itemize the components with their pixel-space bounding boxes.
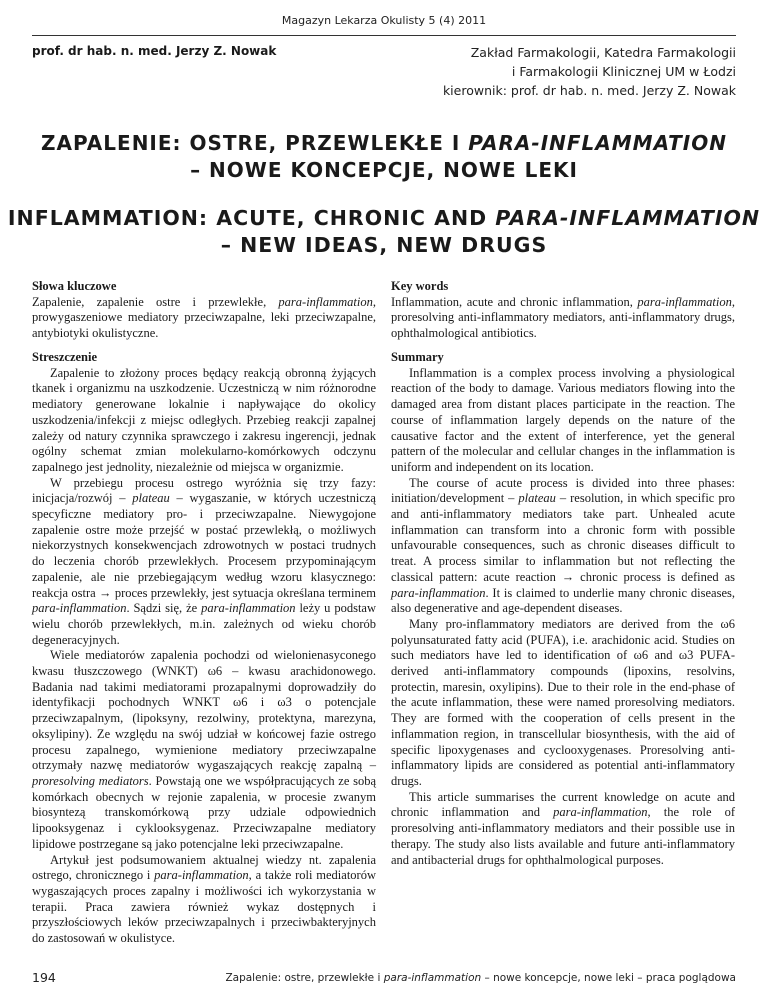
abstract-english [391,350,735,868]
keywords-english [391,279,735,342]
abstract-english-paragraph-4: This article summarises the current knowledge on acute and chronic inflammation and para-inflammation, the role of proresolving anti-inflammatory mediators and their possible use in therapy. The study also lists available and future anti-inflammatory and antibacterial drugs for ophthalmological purposes. [391,789,735,867]
affiliation-line-2: i Farmakologii Klinicznej UM w Łodzi [511,64,736,79]
abstract-polish-paragraph-1: Zapalenie to złożony proces będący reakcją obronną żyjących tkanek i organizmu na uszkodzenie. Uczestniczą w nim różnorodne mediatory generowane lokalnie i napływające do okolicy uszkodzenia/infekcji z miejsc odległych. Przebieg reakcji zapalnej zależy od natury czynnika sprawczego i zakresu ingerencji, jednak ogólny schemat zmian molekularno-komórkowych odczynu zapalnego jest jednolity, niezależnie od miejsca w organizmie. [32,365,376,474]
author-name: prof. dr hab. n. med. Jerzy Z. Nowak [32,44,277,58]
title-english [0,205,768,259]
keywords-english-heading: Key words [391,279,449,293]
title-english-line-2: – NEW IDEAS, NEW DRUGS [220,233,548,257]
affiliation-line-3: kierownik: prof. dr hab. n. med. Jerzy Z. Nowak [442,83,736,98]
keywords-english-text: Inflammation, acute and chronic inflammation, para-inflammation, proresolving anti-inflammatory mediators, anti-inflammatory drugs, ophthalmological antibiotics. [391,294,735,341]
affiliation-line-1: Zakład Farmakologii, Katedra Farmakologii [470,45,736,60]
page-number: 194 [32,970,56,985]
journal-header: Magazyn Lekarza Okulisty 5 (4) 2011 [281,14,487,27]
header-rule [32,35,736,36]
abstract-english-paragraph-2: The course of acute process is divided into three phases: initiation/development – plateau – resolution, in which specific pro and anti-inflammatory mediators take part. Unhealed acute inflammation can transform into a chronic form with possible unfavourable consequences, such as chronic diseases difficult to treat. A process similar to inflammation but not reflecting the classical pattern: acute reaction → chronic process is defined as para-inflammation. It is claimed to underlie many chronic diseases, also degenerative and age-dependent diseases. [391,475,736,616]
keywords-polish [32,279,376,342]
abstract-polish-paragraph-4: Artykuł jest podsumowaniem aktualnej wiedzy nt. zapalenia ostrego, chronicznego i para-inflammation, a także roli mediatorów wygaszających proces zapalny i możliwości ich wykorzystania w terapii. Praca zawiera również wykaz dostępnych i przyszłościowych leków przeciwzapalnych i przeciwbakteryjnych do zastosowań w okulistyce. [32,852,376,946]
abstract-english-heading: Summary [391,350,444,364]
abstract-english-paragraph-1: Inflammation is a complex process involving a physiological reaction of the body to damage. Various mediators flowing into the damaged area from distant places participate in the reaction. The course of inflammation largely depends on the nature of the causative factor and the extent of interference, yet the general pattern of the molecular and cellular changes in the inflammation is uniform and independent on its location. [391,365,735,474]
title-polish-line-2: – NOWE KONCEPCJE, NOWE LEKI [190,158,578,182]
keywords-polish-heading: Słowa kluczowe [32,279,117,293]
title-polish-line-1: ZAPALENIE: OSTRE, PRZEWLEKŁE I PARA-INFLAMMATION [41,131,727,155]
abstract-polish-paragraph-3: Wiele mediatorów zapalenia pochodzi od wielonienasyconego kwasu tłuszczowego (WNKT) ω6 – kwasu arachidonowego. Badania nad takimi mediatorami prozapalnymi doprowadziły do identyfikacji pochodnych WNKT ω6 i ω3 o potencjale przeciwzapalnym, (lipoksyny, rezolwiny, protektyna, marezyna, oksylipiny). Ze względu na swój udział w końcowej fazie ostrego procesu zapalnego, wymienione mediatory przeciwzapalne otrzymały nazwę mediatorów wygaszających reakcję zapalną – proresolving mediators. Powstają one we współpracujących ze sobą komórkach obecnych w rejonie zapalenia, w procesie zwanym biosyntezą transkomórkową przy udziale odpowiednich lipooksygenaz i cyklooksygenaz. Przeciwzapalne mediatory lipidowe postrzegane są jako potencjalne leki przeciwzapalne. [32,648,376,851]
title-polish [0,130,768,184]
running-footer-title: Zapalenie: ostre, przewlekłe i para-inflammation – nowe koncepcje, nowe leki – praca poglądowa [225,972,736,984]
abstract-polish [32,350,376,947]
affiliation [443,43,736,100]
title-english-line-1: INFLAMMATION: ACUTE, CHRONIC AND PARA-INFLAMMATION [7,206,761,230]
abstract-english-paragraph-3: Many pro-inflammatory mediators are derived from the ω6 polyunsaturated fatty acid (PUFA), i.e. arachidonic acid. Studies on such mediators have led to identification of ω6 and ω3 PUFA-derived anti-inflammatory compounds (lipoxins, resolvins, protectin, maresin, oxylipins). Due to their role in the end-phase of the acute inflammation, these were named proresolving mediators. They are formed with the cooperation of cells present in the inflammation region, in transcellular biosynthesis, with the aid of specific lipoxygenases and cyclooxygenases. Proresolving anti-inflammatory lipids are considered as potential anti-inflammatory drugs. [391,616,735,788]
keywords-polish-text: Zapalenie, zapalenie ostre i przewlekłe, para-inflammation, prowygaszeniowe mediatory przeciwzapalne, leki przeciwzapalne, antybiotyki okulistyczne. [32,294,376,341]
abstract-polish-heading: Streszczenie [32,350,98,364]
abstract-polish-paragraph-2: W przebiegu procesu ostrego wyróżnia się trzy fazy: inicjacja/rozwój – plateau – wygaszanie, w których uczestniczą specyficzne mediatory pro- i przeciwzapalne. Niewygojone zapalenie ostre może przejść w postać przewlekłą, o możliwych niekorzystnych konsekwencjach zdrowotnych w postaci trudnych do leczenia chorób przewlekłych. Procesem przypominającym zapalenie, ale nie przebiegającym według wzoru klasycznego: reakcja ostra → proces przewlekły, jest sytuacja określana terminem para-inflammation. Sądzi się, że para-inflammation leży u podstaw wielu chorób przewlekłych, m.in. zależnych od wieku chorób degeneracyjnych. [32,475,376,647]
